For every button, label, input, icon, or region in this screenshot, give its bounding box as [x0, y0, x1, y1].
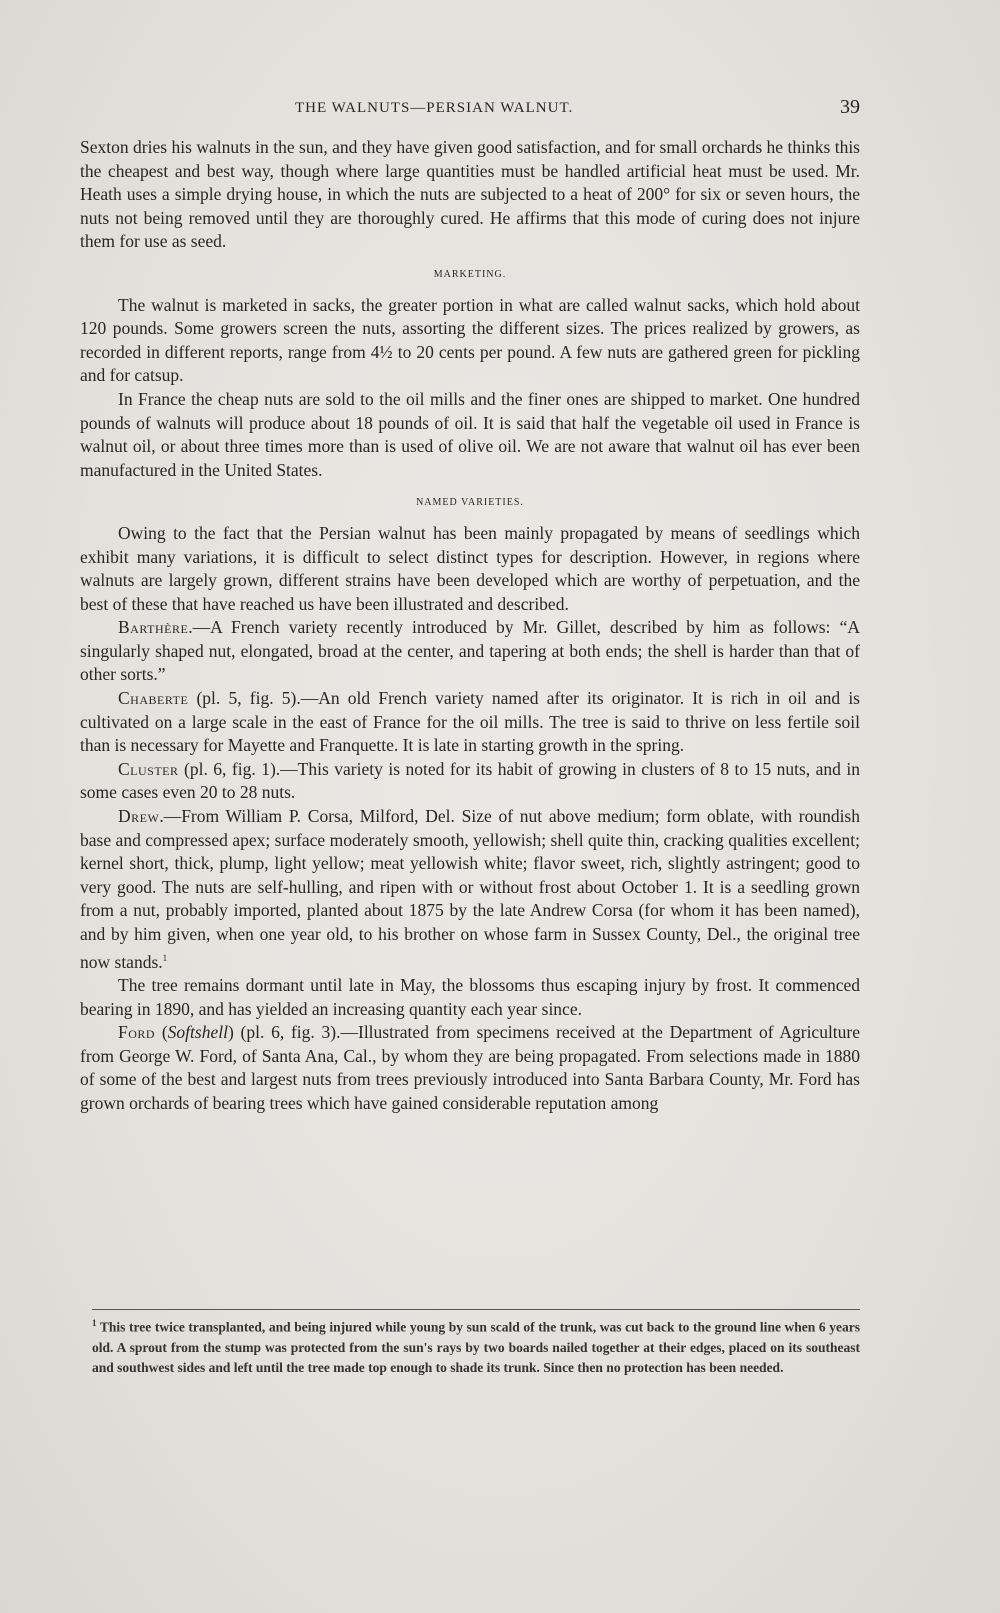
paragraph-marketing-sacks: The walnut is marketed in sacks, the greater portion in what are called walnut sacks, which hold about 120 pounds. Some growers screen the nuts, assorting the different sizes. The prices realized by growers, as recorded in different reports, range from 4½ to 20 cents per pound. A few nuts are gathered green for pickling and for catsup.	[80, 294, 860, 386]
variety-text-ford: (pl. 6, fig. 3).—Illustrated from specimens received at the Department of Agriculture from George W. Ford, of Santa Ana, Cal., by whom they are being propagated. From selections made in 1880 of some of the best and largest nuts from trees previously introduced into Santa Barbara County, Mr. Ford has grown orchards of bearing trees which have gained considerable reputation among	[80, 1022, 861, 1113]
variety-name-cluster: Cluster	[118, 758, 179, 779]
page-header	[80, 96, 860, 120]
paragraph-drying: Sexton dries his walnuts in the sun, and they have given good satisfaction, and for small orchards he thinks this the cheapest and best way, though where large quantities must be handled artificial heat must be used. Mr. Heath uses a simple drying house, in which the nuts are subjected to a heat of 200° for six or seven hours, the nuts not being removed until they are thoroughly cured. He affirms that this mode of curing does not injure them for use as seed.	[80, 137, 860, 252]
paragraph-varieties-intro: Owing to the fact that the Persian walnut has been mainly propagated by means of seedlings which exhibit many variations, it is difficult to select distinct types for description. However, in regions where walnuts are largely grown, different strains have been developed which are worthy of perpetuation, and the best of these that have reached us have been illustrated and described.	[80, 522, 860, 614]
section-heading-named-varieties: NAMED VARIETIES.	[416, 497, 524, 509]
footnote-paragraph	[92, 1313, 860, 1378]
paragraph-drew-dormant: The tree remains dormant until late in May, the blossoms thus escaping injury by frost. It commenced bearing in 1890, and has yielded an increasing quantity each year since.	[80, 975, 860, 1019]
footnote	[92, 1313, 860, 1378]
page-number: 39	[840, 96, 860, 118]
variety-name-drew: Drew	[118, 806, 160, 827]
section-heading-marketing: MARKETING.	[433, 268, 507, 280]
footnote-mark: 1	[92, 1318, 97, 1328]
footnote-reference: 1	[162, 952, 168, 963]
variety-entry-chaberte	[80, 687, 860, 758]
footnote-divider	[92, 1309, 860, 1310]
variety-text-barthere: .—A French variety recently introduced by Mr. Gillet, described by him as follows: “A singularly shaped nut, elongated, broad at the center, and tapering at both ends; the shell is harder than that of other sorts.”	[80, 617, 860, 685]
variety-text-drew: .—From William P. Corsa, Milford, Del. Size of nut above medium; form oblate, with roundish base and compressed apex; surface moderately smooth, yellowish; shell quite thin, cracking qualities excellent; kernel short, thick, plump, light yellow; meat yellowish white; flavor sweet, rich, slightly astringent; good to very good. The nuts are self-hulling, and ripen with or without frost about October 1. It is a seedling grown from a nut, probably imported, planted about 1875 by the late Andrew Corsa (for whom it has been named), and by him given, when one year old, to his brother on whose farm in Sussex County, Del., the original tree now stands.	[80, 806, 860, 972]
variety-text-chaberte: (pl. 5, fig. 5).—An old French variety named after its originator. It is rich in oil and is cultivated on a large scale in the east of France for the oil mills. The tree is said to thrive on less fertile soil than is necessary for Mayette and Franquette. It is late in starting growth in the spring.	[80, 688, 860, 756]
variety-entry-drew	[80, 805, 860, 974]
running-head: THE WALNUTS—PERSIAN WALNUT.	[295, 100, 574, 116]
body-text	[80, 136, 860, 1116]
variety-entry-ford: Ford (Softshell) (pl. 6, fig. 3).—Illustrated from specimens received at the Department of Agriculture from George W. Ford, of Santa Ana, Cal., by whom they are being propagated. From selections made in 1880 of some of the best and largest nuts from trees previously introduced into Santa Barbara County, Mr. Ford has grown orchards of bearing trees which have gained considerable reputation among	[80, 1022, 861, 1113]
variety-subname-ford: Softshell	[167, 1022, 228, 1043]
footnote-text: This tree twice transplanted, and being injured while young by sun scald of the trunk, was cut back to the ground line when 6 years old. A sprout from the stump was protected from the sun's rays by two boards nailed together at their edges, placed on its southeast and southwest sides and left until the tree made top enough to shade its trunk. Since then no protection has been needed.	[92, 1319, 860, 1375]
variety-text-cluster: (pl. 6, fig. 1).—This variety is noted for its habit of growing in clusters of 8 to 15 nuts, and in some cases even 20 to 28 nuts.	[80, 758, 860, 803]
variety-name-ford: Ford	[118, 1022, 156, 1043]
variety-entry-cluster	[80, 758, 860, 805]
variety-name-barthere: Barthère	[118, 617, 189, 638]
variety-entry-barthere	[80, 616, 860, 687]
paragraph-france-oil: In France the cheap nuts are sold to the oil mills and the finer ones are shipped to market. One hundred pounds of walnuts will produce about 18 pounds of oil. It is said that half the vegetable oil used in France is walnut oil, or about three times more than is used of olive oil. We are not aware that walnut oil has ever been manufactured in the United States.	[80, 388, 860, 480]
variety-name-chaberte: Chaberte	[118, 688, 189, 709]
